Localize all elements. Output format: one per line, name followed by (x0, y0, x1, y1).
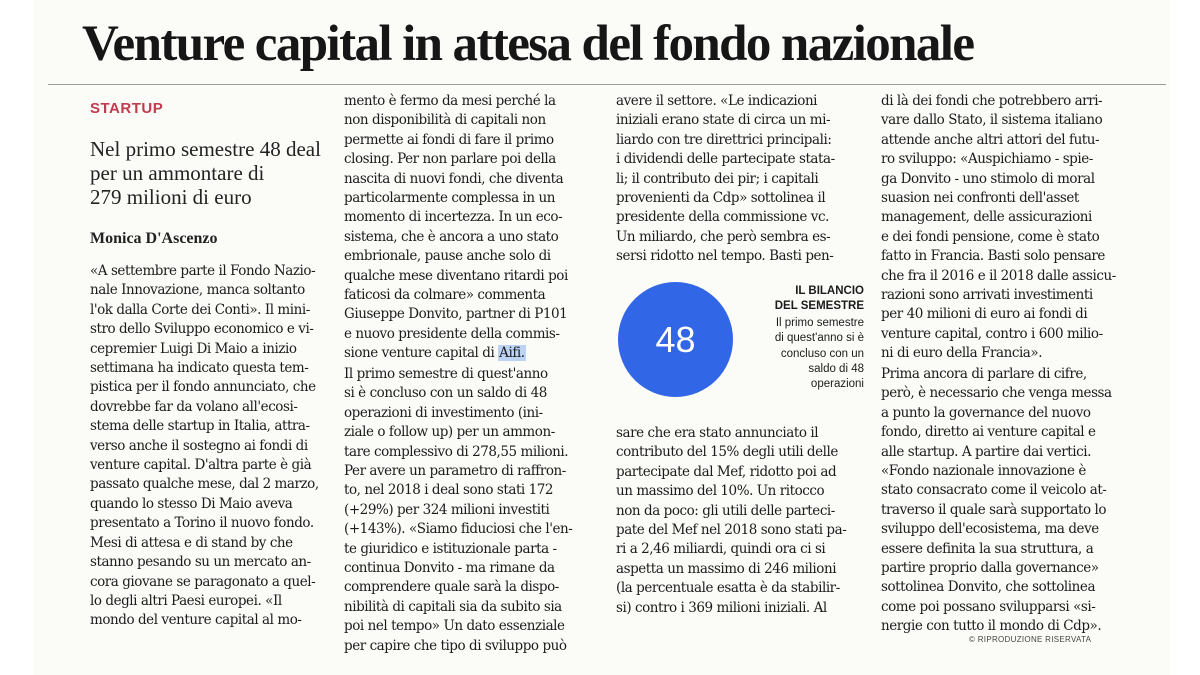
text-line: cepremier Luigi Di Maio a inizio (90, 340, 297, 357)
text-line: faticosi da colmare» commenta (344, 287, 546, 304)
text-line: i dividendi delle partecipate stata- (616, 151, 835, 168)
text-line: ro sviluppo: «Auspichiamo - spie- (881, 151, 1093, 168)
text-line: che fra il 2016 e il 2018 dalle assicu- (881, 267, 1116, 284)
text-line: nibilità di capitali sia da subito sia (344, 598, 562, 615)
text-line: (+29%) per 324 milioni investiti (344, 501, 550, 518)
subheadline-line: per un ammontare di (90, 161, 265, 185)
text-line: presentato a Torino il nuovo fondo. (90, 515, 314, 532)
text-line: e nuovo presidente della commis- (344, 325, 560, 342)
text-line: te giuridico e istituzionale parta - (344, 540, 557, 557)
text-line: passato qualche mese, dal 2 marzo, (90, 476, 319, 493)
text-line: venture capital. D'altra parte è già (90, 457, 312, 474)
text-line: nascita di nuovi fondi, che diventa (344, 170, 564, 187)
text-line: ni di euro della Francia». (881, 345, 1043, 362)
text-line: traverso il quale sarà supportato lo (881, 501, 1107, 518)
text-line: particolarmente complessa in un (344, 190, 555, 207)
newspaper-page (34, 0, 1170, 675)
text-line: nale Innovazione, manca soltanto (90, 282, 305, 299)
text-line: poi nel tempo» Un dato essenziale (344, 618, 565, 635)
column-2-hl (344, 344, 606, 363)
text-line: venture capital, contro i 600 milio- (881, 325, 1103, 342)
text-line: Il primo semestre di quest'anno (344, 366, 548, 382)
text-line: per 40 milioni di euro ai fondi di (881, 306, 1088, 323)
text-line: embrionale, pause anche solo di (344, 248, 551, 265)
column-3-top (616, 92, 866, 267)
text-line: mento è fermo da mesi perché la (344, 93, 556, 109)
text-line: come poi possano svilupparsi «si- (881, 598, 1096, 615)
text-line: «A settembre parte il Fondo Nazio- (90, 263, 316, 279)
text-line: cora giovane se paragonato a quel- (90, 573, 316, 590)
text-line: e dei fondi pensione, come è stato (881, 228, 1100, 245)
text-line: ga Donvito - uno stimolo di moral (881, 170, 1095, 187)
text-line: mondo del venture capital al mo- (90, 612, 302, 629)
text-line: razioni sono arrivati investimenti (881, 287, 1093, 304)
text-line: sistema, che è ancora a uno stato (344, 228, 559, 245)
text-line: alle startup. A partire dai vertici. (881, 443, 1091, 460)
text-line: presidente della commissione vc. (616, 209, 829, 226)
text-line: operazioni di investimento (ini- (344, 404, 543, 421)
text-line: aspetta un massimo di 246 milioni (616, 560, 837, 577)
highlighted-word: Aifi. (499, 345, 525, 361)
text-line: Giuseppe Donvito, partner di P101 (344, 306, 568, 323)
text-line: avere il settore. «Le indicazioni (616, 93, 818, 109)
text-line: sottolinea Donvito, che sottolinea (881, 579, 1096, 596)
text-line: fondo, diretto ai venture capital e (881, 424, 1096, 441)
text-line: (+143%). «Siamo fiduciosi che l'en- (344, 521, 573, 538)
text-line: comprendere quale sarà la dispo- (344, 579, 559, 596)
copyright-notice: © RIPRODUZIONE RISERVATA (969, 635, 1092, 644)
text-line: partecipate dal Mef, ridotto poi ad (616, 463, 837, 480)
text-line: lo degli altri Paesi europei. «Il (90, 592, 282, 609)
infobox-text: Il primo semestre di quest'anno si è concluso con un saldo di 48 operazioni (774, 317, 864, 391)
text-line: nergie con tutto il mondo di Cdp». (881, 618, 1102, 635)
text-line: di là dei fondi che potrebbero arri- (881, 93, 1103, 109)
infobox-title: IL BILANCIO DEL SEMESTRE (774, 285, 864, 312)
subheadline-line: Nel primo semestre 48 deal (90, 137, 321, 161)
text-line: permette ai fondi di fare il primo (344, 131, 554, 148)
kicker-label: STARTUP (90, 100, 164, 117)
text-line: non disponibilità di capitali non (344, 112, 546, 129)
column-2-top (344, 92, 606, 344)
text-line: momento di incertezza. In un eco- (344, 209, 563, 226)
text-line: contributo del 15% degli utili delle (616, 444, 838, 461)
text-line: iniziali erano state di circa un mi- (616, 112, 831, 129)
column-2-bottom (344, 365, 606, 656)
text-line: quando lo stesso Di Maio aveva (90, 495, 293, 512)
text-line: stato consacrato come il veicolo at- (881, 482, 1107, 499)
headline-rule (48, 84, 1166, 85)
text-line: si) contro i 369 milioni iniziali. Al (616, 599, 827, 616)
subheadline-line: 279 milioni di euro (90, 185, 252, 209)
text-line: un massimo del 10%. Un ritocco (616, 483, 825, 500)
text-line: però, è necessario che venga messa (881, 385, 1112, 402)
text-line: closing. Per non parlare poi della (344, 151, 556, 168)
text-line: management, delle assicurazioni (881, 209, 1092, 226)
text-line: settimana ha indicato questa tem- (90, 360, 309, 377)
text-line: sersi ridotto nel tempo. Basti pen- (616, 248, 834, 265)
text-line: si è concluso con un saldo di 48 (344, 385, 547, 402)
text-line: a punto la governance del nuovo (881, 404, 1091, 421)
column-3-bottom (616, 424, 866, 618)
author-byline: Monica D'Ascenzo (90, 230, 218, 247)
stat-circle (618, 282, 733, 397)
column-4-bottom (881, 365, 1136, 637)
text-line: stanno pesando su un mercato an- (90, 554, 311, 571)
text-line: suasion nei confronti dell'asset (881, 190, 1079, 207)
text-line: fatto in Francia. Basti solo pensare (881, 248, 1105, 265)
headline: Venture capital in attesa del fondo nazionale (82, 16, 974, 72)
text-line: stema delle startup in Italia, attra- (90, 418, 310, 435)
text-line: tare complessivo di 278,55 milioni. (344, 443, 569, 460)
text-line: attende anche altri attori del futu- (881, 131, 1100, 148)
text-line: provenienti da Cdp» sottolinea il (616, 190, 826, 207)
text-line: dovrebbe far da volano all'ecosi- (90, 398, 298, 415)
text-line: continua Donvito - ma rimane da (344, 560, 555, 577)
text-line: Per avere un parametro di raffron- (344, 463, 566, 480)
column-4-top (881, 92, 1136, 364)
text-line: pate del Mef nel 2018 sono stati pa- (616, 522, 847, 539)
text-line: Prima ancora di parlare di cifre, (881, 366, 1087, 382)
text-line: essere definita la sua struttura, a (881, 540, 1094, 557)
subheadline (90, 137, 321, 209)
text-line: per capire che tipo di sviluppo può (344, 637, 567, 654)
text-line: sviluppo dell'ecosistema, ma deve (881, 521, 1099, 538)
text-line: verso anche il sostegno ai fondi di (90, 437, 308, 454)
text-line: li; il contributo dei pir; i capitali (616, 170, 819, 187)
text-line: «Fondo nazionale innovazione è (881, 463, 1086, 480)
text-line: partire proprio dalla governance» (881, 560, 1099, 577)
text-line: Un miliardo, che però sembra es- (616, 228, 831, 245)
text-line: l'ok dalla Corte dei Conti». Il mini- (90, 301, 310, 318)
stat-number: 48 (655, 318, 696, 360)
text-line: pistica per il fondo annunciato, che (90, 379, 316, 396)
text-line: sione venture capital di Aifi. (344, 345, 525, 361)
text-line: Mesi di attesa e di stand by che (90, 534, 293, 551)
text-line: vare dallo Stato, il sistema italiano (881, 112, 1103, 129)
text-line: (la percentuale esatta è da stabilir- (616, 580, 840, 597)
text-line: to, nel 2018 i deal sono stati 172 (344, 482, 554, 499)
column-1 (90, 262, 325, 631)
text-line: sare che era stato annunciato il (616, 425, 819, 441)
text-line: ri a 2,46 miliardi, quindi ora ci si (616, 541, 826, 558)
text-line: non da poco: gli utili delle parteci- (616, 502, 835, 519)
text-line: liardo con tre direttrici principali: (616, 131, 832, 148)
text-line: stro dello Sviluppo economico e vi- (90, 321, 314, 338)
text-line: ziale o follow up) per un ammon- (344, 424, 555, 441)
text-line: qualche mese diventano ritardi poi (344, 267, 568, 284)
stat-infobox (618, 274, 868, 404)
